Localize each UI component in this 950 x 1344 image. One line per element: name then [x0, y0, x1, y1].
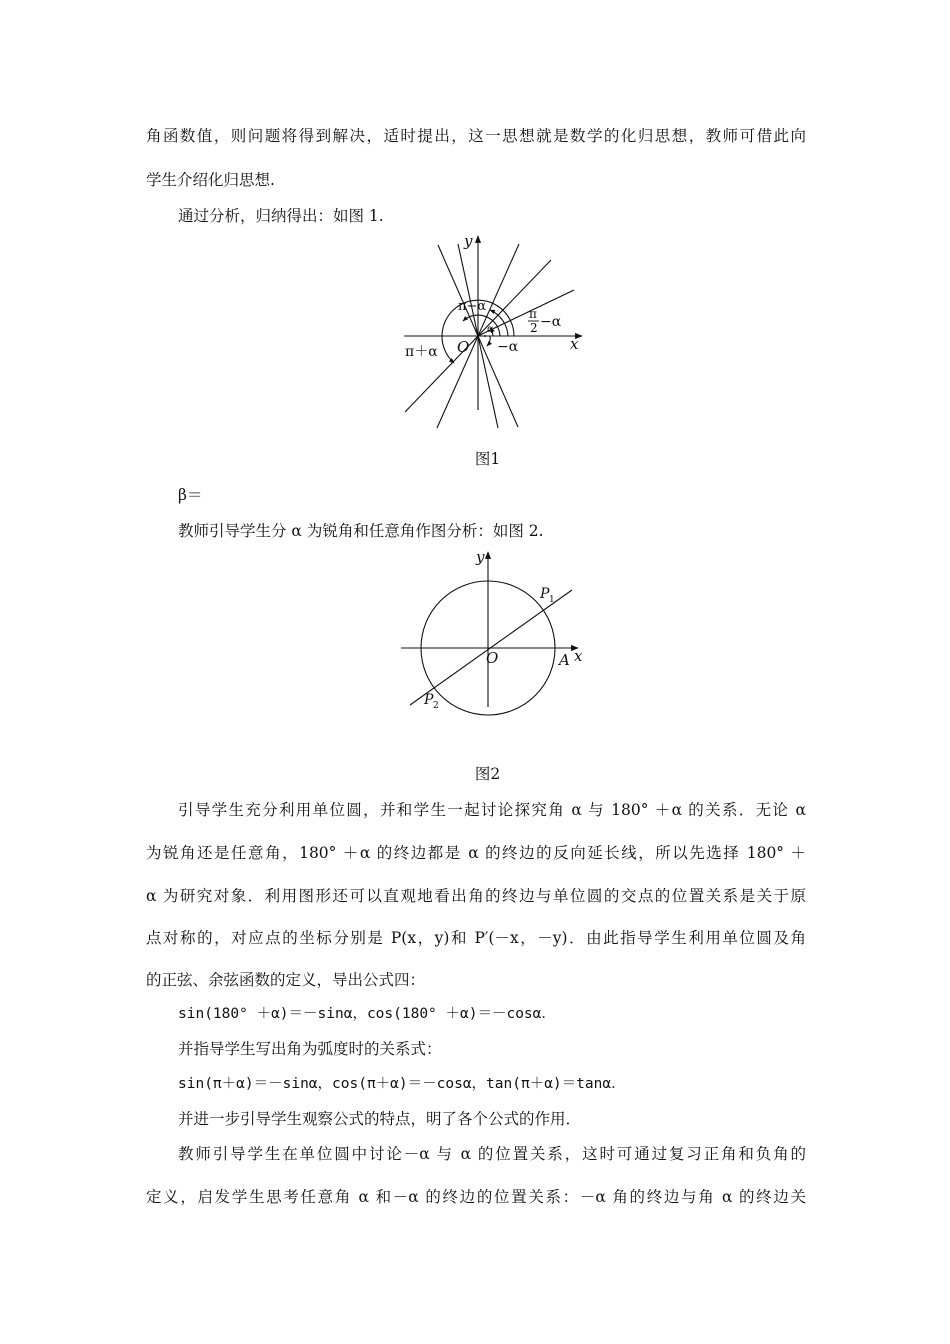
- paragraph-line: 角函数值，则问题将得到解决，适时提出，这一思想就是数学的化归思想，教师可借此向: [146, 127, 806, 145]
- paragraph-line: 教师引导学生分 α 为锐角和任意角作图分析：如图 2.: [178, 522, 544, 540]
- figure-1-caption: 图1: [474, 450, 501, 468]
- paragraph-line: 并进一步引导学生观察公式的特点，明了各个公式的作用．: [178, 1110, 582, 1128]
- figure-1: [390, 228, 590, 418]
- paragraph-line: α 为研究对象．利用图形还可以直观地看出角的终边与单位圆的交点的位置关系是关于原: [146, 887, 806, 905]
- half-pi-num: π: [529, 307, 537, 321]
- p2-label: P: [424, 692, 434, 708]
- origin-label: O: [457, 338, 470, 356]
- formula-line: sin(180° ＋α)＝－sinα，cos(180° ＋α)＝－cosα．: [178, 1006, 556, 1022]
- alpha-label: α: [487, 324, 494, 335]
- neg-alpha-arc: [487, 336, 490, 346]
- p1-label: P: [540, 586, 550, 602]
- pi-plus-alpha-label: π＋α: [405, 344, 438, 360]
- y-label: y: [476, 548, 485, 566]
- p1-subscript: 1: [549, 595, 555, 605]
- half-pi-den: 2: [530, 321, 538, 335]
- paragraph-line: 学生介绍化归思想.: [146, 171, 275, 189]
- paragraph-line: 教师引导学生在单位圆中讨论－α 与 α 的位置关系，这时可通过复习正角和负角的: [178, 1145, 806, 1163]
- half-pi-rest: −α: [540, 314, 562, 330]
- paragraph-line: 通过分析，归纳得出：如图 1.: [178, 207, 384, 225]
- beta-line: β＝: [178, 486, 203, 504]
- paragraph-line: 并指导学生写出角为弧度时的关系式：: [178, 1040, 442, 1058]
- neg-alpha-label: −α: [497, 339, 519, 355]
- formula-line: sin(π＋α)＝－sinα，cos(π＋α)＝－cosα，tan(π＋α)＝tanα．: [178, 1076, 626, 1092]
- pi-minus-alpha-label: π−α: [458, 299, 487, 314]
- paragraph-line: 定义，启发学生思考任意角 α 和－α 的终边的位置关系：－α 角的终边与角 α 的终边关: [146, 1188, 806, 1206]
- paragraph-line: 点对称的，对应点的坐标分别是 P(x，y)和 P′(－x，－y)．由此指导学生利用单位圆及角: [146, 929, 806, 947]
- paragraph-line: 的正弦、余弦函数的定义，导出公式四：: [146, 971, 426, 989]
- figure-2-caption: 图2: [474, 765, 501, 783]
- p2-subscript: 2: [433, 701, 439, 711]
- x-label: x: [574, 647, 583, 665]
- point-a-label: A: [559, 651, 570, 669]
- paragraph-line: 引导学生充分利用单位圆，并和学生一起讨论探究角 α 与 180° ＋α 的关系．无论 α: [178, 801, 806, 819]
- x-label: x: [570, 335, 579, 353]
- figure-2: [395, 545, 595, 715]
- origin-label: O: [486, 649, 499, 667]
- paragraph-line: 为锐角还是任意角，180° ＋α 的终边都是 α 的终边的反向延长线，所以先选择 180° ＋: [146, 844, 806, 862]
- y-label: y: [464, 232, 473, 250]
